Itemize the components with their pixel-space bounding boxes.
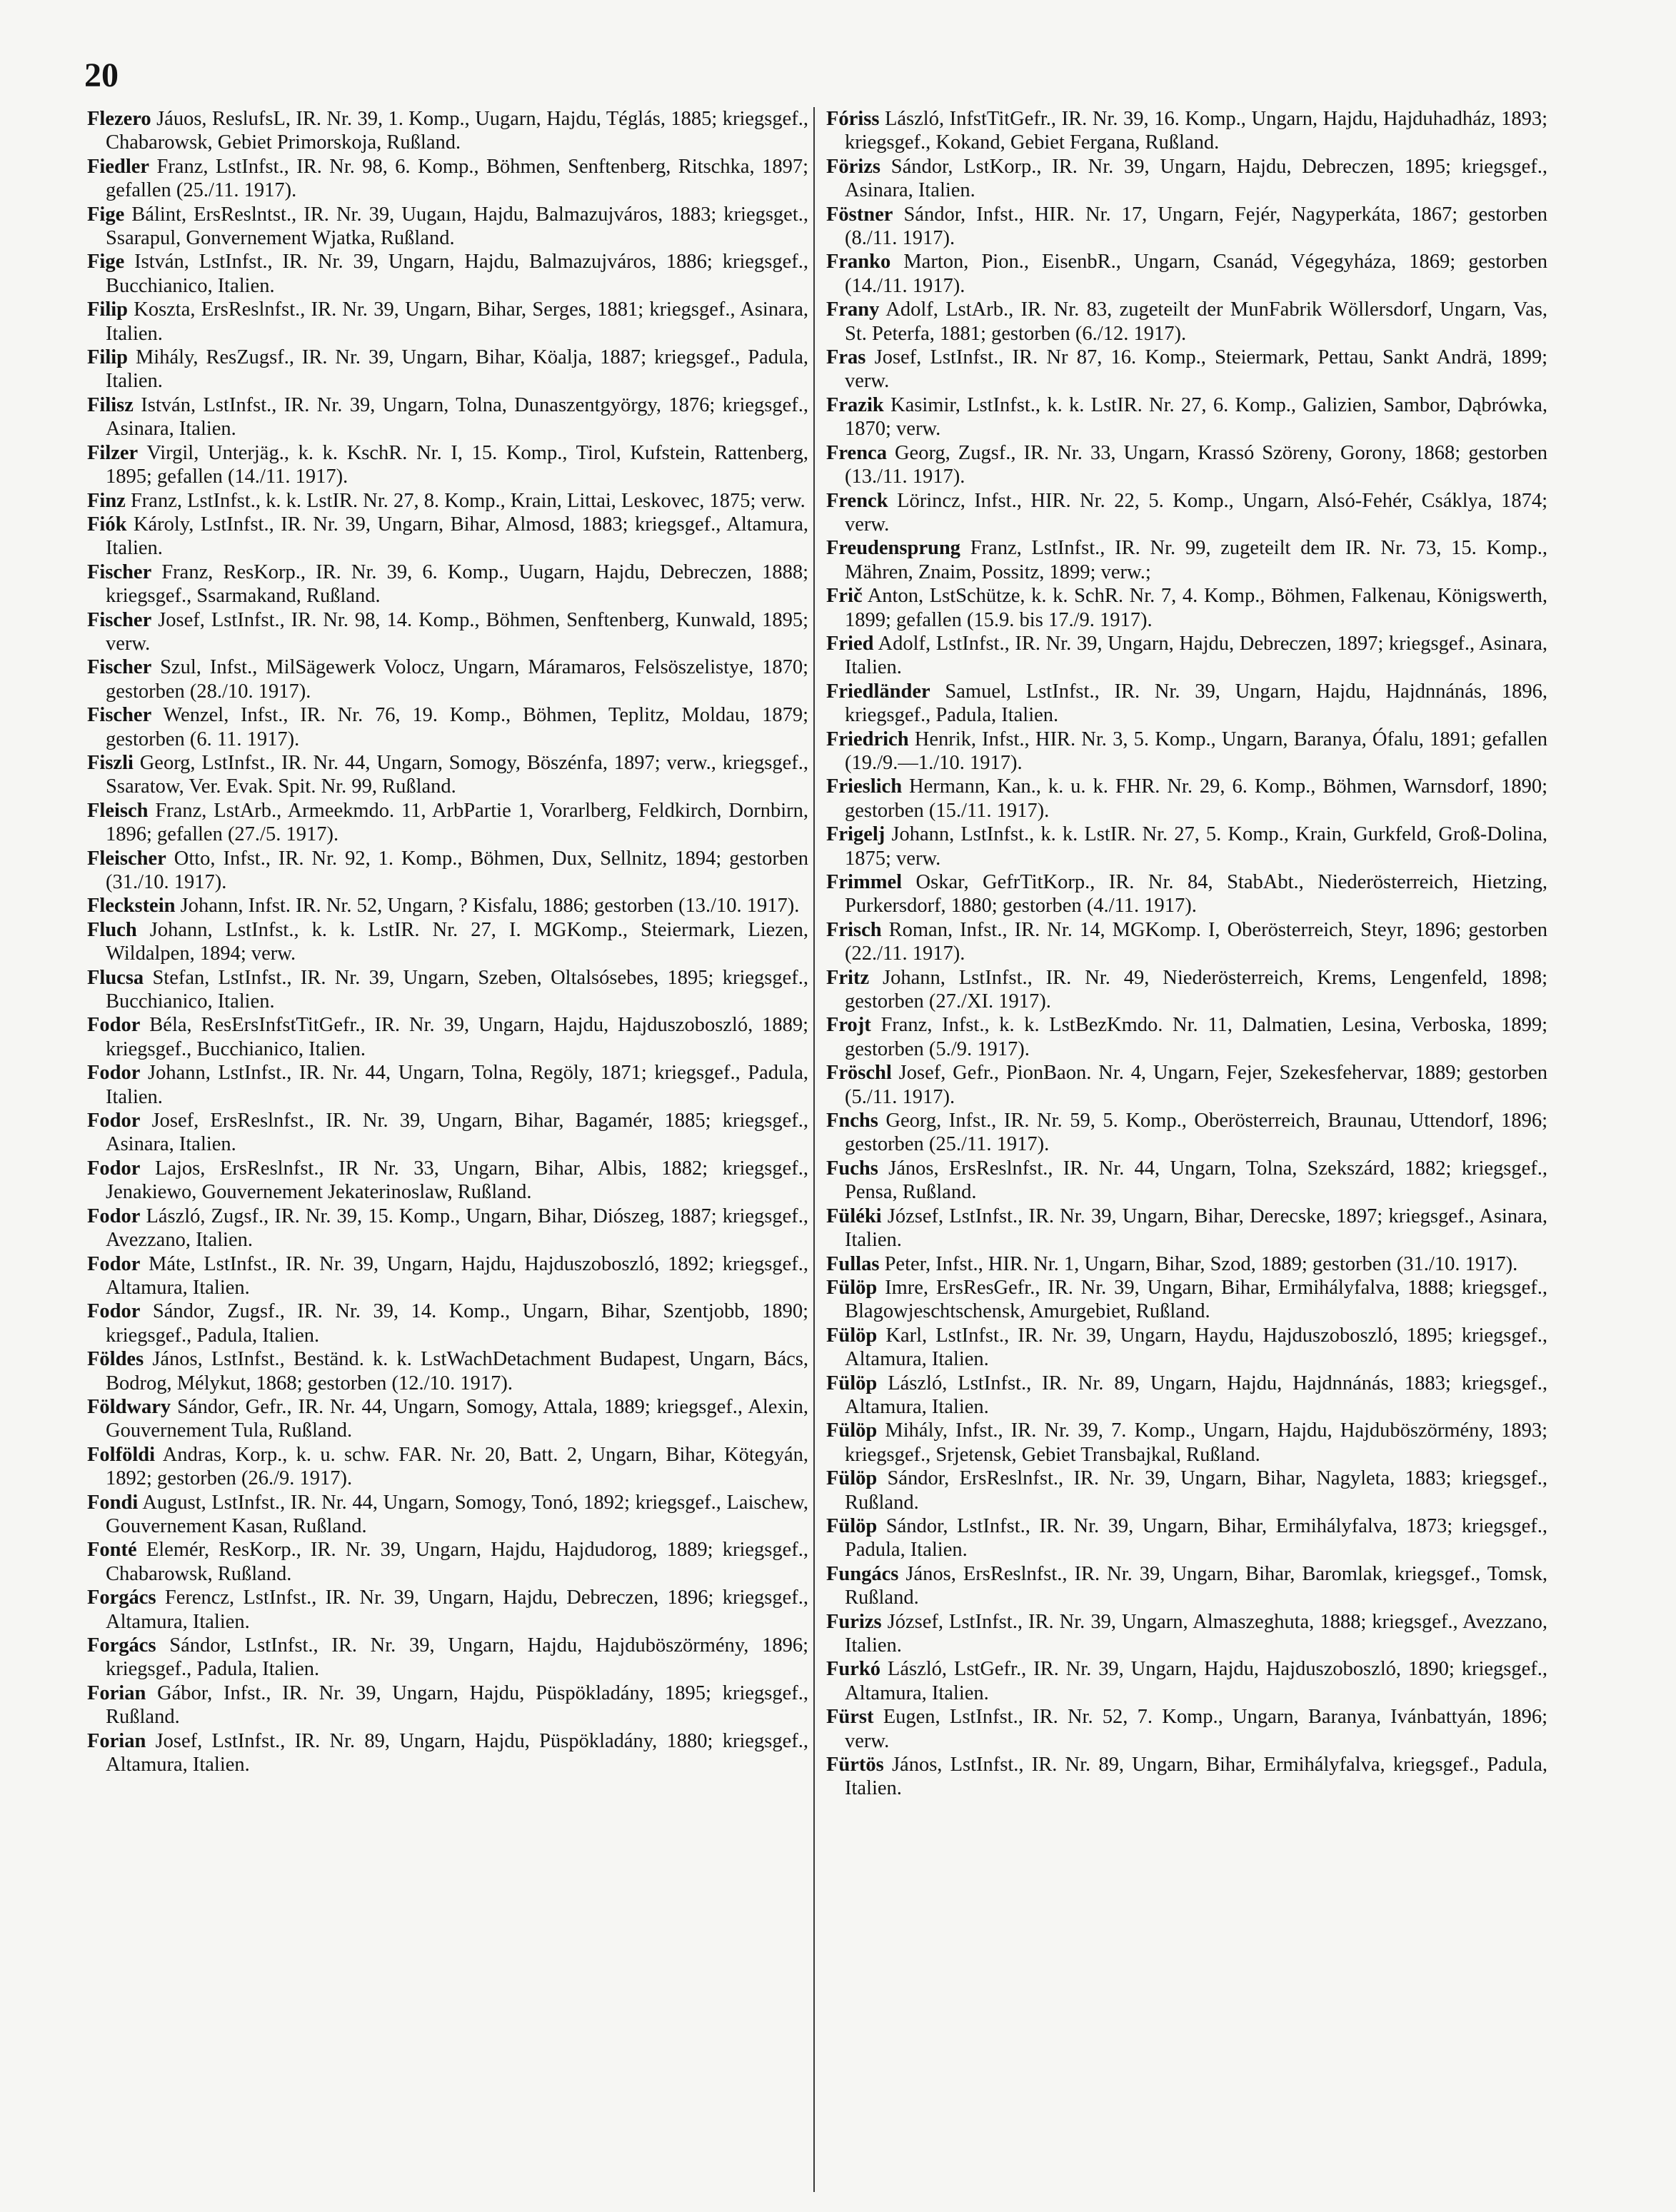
entry-details: Stefan, LstInfst., IR. Nr. 39, Ungarn, Szeben, Oltalsósebes, 1895; kriegsgef., Bucchianico, Italien. (106, 966, 809, 1013)
entry-surname: Förizs (826, 155, 880, 178)
entry-details: Gábor, Infst., IR. Nr. 39, Ungarn, Hajdu, Püspökladány, 1895; kriegsgef., Rußland. (106, 1681, 808, 1729)
register-entry (87, 751, 808, 799)
entry-surname: Filzer (87, 441, 139, 464)
register-entry (87, 1538, 808, 1586)
register-entry (87, 1634, 808, 1681)
entry-surname: Fóriss (826, 108, 880, 130)
register-entry (826, 728, 1547, 775)
entry-surname: Fürst (826, 1706, 874, 1729)
register-entry (826, 1157, 1547, 1205)
entry-surname: Frenck (826, 489, 888, 512)
register-entry (826, 1753, 1547, 1801)
entry-details: Bálint, ErsReslntst., IR. Nr. 39, Uugaın, Hajdu, Balmazujváros, 1883; kriegsget., Ssarapul, Gonvernement Wjatka, Rußland. (106, 203, 809, 250)
entry-details: Franz, LstInfst., IR. Nr. 98, 6. Komp., Böhmen, Senftenberg, Ritschka, 1897; gefallen (25./11. 1917). (106, 155, 809, 202)
register-entry (87, 1586, 808, 1634)
register-entry (826, 680, 1547, 728)
entry-surname: Filip (87, 346, 129, 369)
register-entry (87, 560, 808, 608)
entry-details: Anton, LstSchütze, k. k. SchR. Nr. 7, 4. Komp., Böhmen, Falkenau, Königswerth, 1899; gefallen (15.9. bis 17./9. 1917). (845, 585, 1548, 631)
register-entry (826, 1657, 1547, 1705)
entry-surname: Fodor (87, 1062, 141, 1085)
entry-surname: Földwary (87, 1395, 171, 1418)
register-entry (87, 203, 808, 251)
entry-surname: Földes (87, 1348, 144, 1371)
register-entry (87, 847, 808, 895)
entry-details: László, LstInfst., IR. Nr. 89, Ungarn, Hajdu, Hajdnnánás, 1883; kriegsgef., Altamura, Italien. (845, 1372, 1548, 1418)
entry-surname: Fodor (87, 1157, 141, 1180)
register-entry (87, 489, 808, 513)
entry-surname: Furizs (826, 1610, 882, 1633)
register-entry (826, 441, 1547, 489)
entry-details: Josef, LstInfst., IR. Nr 87, 16. Komp., Steiermark, Pettau, Sankt Andrä, 1899; verw. (845, 346, 1548, 393)
register-entry (87, 918, 808, 966)
entry-surname: Fischer (87, 704, 152, 727)
entry-details: József, LstInfst., IR. Nr. 39, Ungarn, Almaszeghuta, 1888; kriegsgef., Avezzano, Italien. (845, 1610, 1548, 1657)
register-entry (87, 1681, 808, 1729)
register-entry (87, 1299, 808, 1347)
register-entry (87, 1491, 808, 1539)
entry-details: Andras, Korp., k. u. schw. FAR. Nr. 20, Batt. 2, Ungarn, Bihar, Kötegyán, 1892; gestorben (26./9. 1917). (106, 1443, 808, 1490)
entry-surname: Frisch (826, 918, 882, 941)
entry-details: August, LstInfst., IR. Nr. 44, Ungarn, Somogy, Tonó, 1892; kriegsgef., Laischew, Gouvernement Kasan, Rußland. (106, 1491, 808, 1537)
register-entry (826, 823, 1547, 870)
register-entry (826, 1276, 1547, 1324)
entry-details: József, LstInfst., IR. Nr. 39, Ungarn, Bihar, Derecske, 1897; kriegsgef., Asinara, Italien. (845, 1205, 1548, 1252)
entry-surname: Franko (826, 251, 891, 273)
entry-surname: Fige (87, 251, 125, 273)
entry-details: Koszta, ErsReslnfst., IR. Nr. 39, Ungarn, Bihar, Serges, 1881; kriegsgef., Asinara, Italien. (106, 298, 809, 345)
register-entry (826, 1562, 1547, 1610)
left-column (87, 107, 808, 1776)
entry-details: János, ErsReslnfst., IR. Nr. 44, Ungarn, Tolna, Szekszárd, 1882; kriegsgef., Pensa, Rußland. (845, 1157, 1547, 1204)
entry-surname: Flucsa (87, 966, 144, 989)
entry-surname: Fodor (87, 1014, 141, 1037)
entry-details: Franz, Infst., k. k. LstBezKmdo. Nr. 11, Dalmatien, Lesina, Verboska, 1899; gestorben (5./9. 1917). (845, 1014, 1547, 1060)
register-entry (826, 870, 1547, 918)
register-entry (826, 1419, 1547, 1467)
register-entry (826, 632, 1547, 680)
entry-details: János, LstInfst., IR. Nr. 89, Ungarn, Bihar, Ermihályfalva, kriegsgef., Padula, Italien. (845, 1754, 1547, 1800)
entry-details: Eugen, LstInfst., IR. Nr. 52, 7. Komp., Ungarn, Baranya, Ivánbattyán, 1896; verw. (845, 1706, 1547, 1752)
entry-surname: Fröschl (826, 1062, 892, 1085)
entry-surname: Frieslich (826, 775, 903, 798)
entry-surname: Furkó (826, 1658, 881, 1681)
entry-surname: Fnchs (826, 1110, 878, 1132)
entry-details: László, InfstTitGefr., IR. Nr. 39, 16. Komp., Ungarn, Hajdu, Hajduhadház, 1893; kriegsgef., Kokand, Gebiet Fergana, Rußland. (845, 108, 1547, 154)
entry-details: Josef, ErsReslnfst., IR. Nr. 39, Ungarn, Bihar, Bagamér, 1885; kriegsgef., Asinara, Italien. (106, 1110, 808, 1156)
register-entry (87, 513, 808, 560)
entry-details: Karl, LstInfst., IR. Nr. 39, Ungarn, Haydu, Hajduszoboszló, 1895; kriegsgef., Altamura, Italien. (845, 1324, 1547, 1371)
entry-surname: Fodor (87, 1252, 141, 1275)
entry-surname: Fischer (87, 560, 152, 583)
entry-surname: Fiedler (87, 155, 150, 178)
entry-details: Virgil, Unterjäg., k. k. KschR. Nr. I, 15. Komp., Tirol, Kufstein, Rattenberg, 1895; gefallen (14./11. 1917). (106, 441, 808, 488)
entry-surname: Fülöp (826, 1276, 878, 1299)
entry-details: István, LstInfst., IR. Nr. 39, Ungarn, Tolna, Dunaszentgyörgy, 1876; kriegsgef., Asinara, Italien. (106, 393, 808, 441)
entry-details: Kasimir, LstInfst., k. k. LstIR. Nr. 27, 6. Komp., Galizien, Sambor, Dąbrówka, 1870; verw. (845, 393, 1548, 441)
entry-surname: Fullas (826, 1252, 880, 1275)
entry-details: István, LstInfst., IR. Nr. 39, Ungarn, Hajdu, Balmazujváros, 1886; kriegsgef., Bucchianico, Italien. (106, 251, 808, 297)
register-entry (826, 1372, 1547, 1419)
entry-details: Peter, Infst., HIR. Nr. 1, Ungarn, Bihar, Szod, 1889; gestorben (31./10. 1917). (884, 1252, 1518, 1275)
register-entry (87, 393, 808, 441)
entry-details: Mihály, ResZugsf., IR. Nr. 39, Ungarn, Bihar, Köalja, 1887; kriegsgef., Padula, Italien. (106, 346, 808, 393)
entry-details: Johann, Infst. IR. Nr. 52, Ungarn, ? Kisfalu, 1886; gestorben (13./10. 1917). (180, 895, 800, 918)
column-divider (813, 107, 815, 2192)
entry-details: Sándor, LstInfst., IR. Nr. 39, Ungarn, Bihar, Ermihályfalva, 1873; kriegsgef., Padula, Italien. (845, 1514, 1547, 1562)
register-entry (87, 1252, 808, 1300)
entry-details: Franz, LstInfst., IR. Nr. 99, zugeteilt dem IR. Nr. 73, 15. Komp., Mähren, Znaim, Possitz, 1899; verw.; (845, 537, 1547, 583)
entry-details: Sándor, LstInfst., IR. Nr. 39, Ungarn, Hajdu, Hajduböszörmény, 1896; kriegsgef., Padula, Italien. (106, 1634, 808, 1681)
entry-surname: Fungács (826, 1562, 899, 1585)
entry-surname: Fodor (87, 1300, 141, 1323)
entry-details: Franz, LstInfst., k. k. LstIR. Nr. 27, 8. Komp., Krain, Littai, Leskovec, 1875; verw. (130, 489, 806, 512)
entry-surname: Frenca (826, 441, 887, 464)
entry-surname: Fodor (87, 1110, 141, 1132)
register-entry (87, 1157, 808, 1205)
entry-details: Sándor, LstKorp., IR. Nr. 39, Ungarn, Hajdu, Debreczen, 1895; kriegsgef., Asinara, Italien. (845, 155, 1547, 202)
register-entry (826, 393, 1547, 441)
entry-details: Georg, LstInfst., IR. Nr. 44, Ungarn, Somogy, Böszénfa, 1897; verw., kriegsgef., Ssaratow, Ver. Evak. Spit. Nr. 99, Rußland. (106, 751, 808, 798)
entry-details: Johann, LstInfst., k. k. LstIR. Nr. 27, 5. Komp., Krain, Gurkfeld, Groß-Dolina, 1875; verw. (845, 823, 1547, 870)
register-entry (87, 441, 808, 489)
entry-surname: Fiók (87, 513, 127, 536)
entry-details: Otto, Infst., IR. Nr. 92, 1. Komp., Böhmen, Dux, Sellnitz, 1894; gestorben (31./10. 1917). (106, 847, 809, 893)
register-entry (826, 1205, 1547, 1252)
entry-details: Lajos, ErsReslnfst., IR Nr. 33, Ungarn, Bihar, Albis, 1882; kriegsgef., Jenakiewo, Gouvernement Jekaterinoslaw, Rußland. (106, 1157, 808, 1204)
entry-surname: Frič (826, 585, 863, 608)
entry-surname: Fülöp (826, 1324, 878, 1347)
register-entry (826, 489, 1547, 537)
entry-surname: Flezero (87, 108, 151, 130)
entry-surname: Fleckstein (87, 895, 176, 918)
entry-surname: Föstner (826, 203, 893, 226)
entry-details: Imre, ErsResGefr., IR. Nr. 39, Ungarn, Bihar, Ermihályfalva, 1888; kriegsgef., Blagowjeschtschensk, Amurgebiet, Rußland. (845, 1276, 1547, 1323)
entry-surname: Fiszli (87, 751, 134, 774)
entry-surname: Füléki (826, 1205, 882, 1227)
entry-surname: Fodor (87, 1205, 141, 1227)
register-entry (826, 536, 1547, 584)
entry-details: Hermann, Kan., k. u. k. FHR. Nr. 29, 6. Komp., Böhmen, Warnsdorf, 1890; gestorben (15./11. 1917). (845, 775, 1548, 822)
entry-details: Sándor, ErsReslnfst., IR. Nr. 39, Ungarn, Bihar, Nagyleta, 1883; kriegsgef., Rußland. (845, 1467, 1548, 1514)
register-entry (87, 608, 808, 656)
register-entry (87, 1013, 808, 1061)
entry-surname: Fondi (87, 1491, 139, 1514)
entry-details: Henrik, Infst., HIR. Nr. 3, 5. Komp., Ungarn, Baranya, Ófalu, 1891; gefallen (19./9.—1./10. 1917). (845, 728, 1548, 774)
entry-details: Elemér, ResKorp., IR. Nr. 39, Ungarn, Hajdu, Hajdudorog, 1889; kriegsgef., Chabarowsk, Rußland. (106, 1539, 809, 1585)
entry-details: Jáuos, ReslufsL, IR. Nr. 39, 1. Komp., Uugarn, Hajdu, Téglás, 1885; kriegsgef., Chabarowsk, Gebiet Primorskoja, Rußland. (106, 108, 809, 154)
entry-surname: Fras (826, 346, 866, 369)
register-entry (87, 346, 808, 393)
entry-details: Károly, LstInfst., IR. Nr. 39, Ungarn, Bihar, Almosd, 1883; kriegsgef., Altamura, Italien. (106, 513, 809, 560)
register-entry (87, 107, 808, 155)
register-entry (826, 346, 1547, 393)
register-entry (826, 918, 1547, 966)
entry-details: Marton, Pion., EisenbR., Ungarn, Csanád, Végegyháza, 1869; gestorben (14./11. 1917). (845, 251, 1547, 297)
register-entry (826, 250, 1547, 298)
entry-surname: Frimmel (826, 871, 903, 893)
entry-surname: Fritz (826, 966, 870, 989)
entry-surname: Fuchs (826, 1157, 878, 1180)
entry-details: Franz, LstArb., Armeekmdo. 11, ArbPartie 1, Vorarlberg, Feldkirch, Dornbirn, 1896; gefallen (27./5. 1917). (106, 799, 809, 846)
entry-details: Sándor, Zugsf., IR. Nr. 39, 14. Komp., Ungarn, Bihar, Szentjobb, 1890; kriegsgef., Padula, Italien. (106, 1300, 809, 1347)
register-entry (826, 298, 1547, 346)
entry-details: Roman, Infst., IR. Nr. 14, MGKomp. I, Oberösterreich, Steyr, 1896; gestorben (22./11. 1917). (845, 918, 1548, 965)
entry-details: Adolf, LstArb., IR. Nr. 83, zugeteilt der MunFabrik Wöllersdorf, Ungarn, Vas, St. Peterfa, 1881; gestorben (6./12. 1917). (845, 298, 1547, 345)
register-entry (87, 1061, 808, 1109)
entry-surname: Frojt (826, 1014, 871, 1037)
entry-surname: Fischer (87, 656, 152, 679)
register-entry (826, 155, 1547, 203)
entry-surname: Friedländer (826, 680, 930, 703)
register-entry (87, 894, 808, 918)
entry-surname: Forgács (87, 1634, 156, 1657)
register-entry (87, 799, 808, 847)
entry-surname: Forgács (87, 1587, 156, 1609)
register-entry (87, 1443, 808, 1491)
entry-details: Béla, ResErsInfstTitGefr., IR. Nr. 39, Ungarn, Hajdu, Hajduszoboszló, 1889; kriegsgef., Bucchianico, Italien. (106, 1014, 809, 1060)
entry-surname: Frigelj (826, 823, 885, 846)
page-number: 20 (84, 56, 119, 94)
register-entry (826, 1514, 1547, 1562)
entry-details: Johann, LstInfst., k. k. LstIR. Nr. 27, I. MGKomp., Steiermark, Liezen, Wildalpen, 1894; verw. (106, 918, 809, 965)
register-entry (826, 1324, 1547, 1372)
entry-details: Georg, Zugsf., IR. Nr. 33, Ungarn, Krassó Szöreny, Gorony, 1868; gestorben (13./11. 1917). (845, 441, 1547, 488)
register-entry (87, 1205, 808, 1252)
entry-details: László, Zugsf., IR. Nr. 39, 15. Komp., Ungarn, Bihar, Diószeg, 1887; kriegsgef., Avezzano, Italien. (106, 1205, 808, 1252)
entry-surname: Fischer (87, 608, 152, 631)
entry-surname: Folföldi (87, 1443, 156, 1466)
entry-details: Johann, LstInfst., IR. Nr. 49, Niederösterreich, Krems, Lengenfeld, 1898; gestorben (27./XI. 1917). (845, 966, 1547, 1013)
entry-details: Josef, LstInfst., IR. Nr. 98, 14. Komp., Böhmen, Senftenberg, Kunwald, 1895; verw. (106, 608, 808, 655)
entry-details: Sándor, Infst., HIR. Nr. 17, Ungarn, Fejér, Nagyperkáta, 1867; gestorben (8./11. 1917). (845, 203, 1548, 250)
entry-surname: Fige (87, 203, 125, 226)
entry-details: Lörincz, Infst., HIR. Nr. 22, 5. Komp., Ungarn, Alsó-Fehér, Csáklya, 1874; verw. (845, 489, 1547, 536)
register-entry (826, 203, 1547, 251)
entry-surname: Fried (826, 632, 874, 655)
entry-details: Josef, Gefr., PionBaon. Nr. 4, Ungarn, Fejer, Szekesfehervar, 1889; gestorben (5./11. 1917). (845, 1062, 1547, 1108)
register-entry (826, 107, 1547, 155)
entry-surname: Forian (87, 1681, 146, 1704)
entry-surname: Fürtös (826, 1754, 884, 1776)
register-entry (826, 1610, 1547, 1658)
register-entry (87, 1395, 808, 1443)
register-entry (87, 250, 808, 298)
register-entry (87, 155, 808, 203)
register-entry (87, 1109, 808, 1157)
entry-surname: Frany (826, 298, 880, 321)
entry-surname: Friedrich (826, 728, 909, 750)
entry-details: Samuel, LstInfst., IR. Nr. 39, Ungarn, Hajdu, Hajdnnánás, 1896, kriegsgef., Padula, Italien. (845, 680, 1548, 727)
entry-details: Mihály, Infst., IR. Nr. 39, 7. Komp., Ungarn, Hajdu, Hajduböszörmény, 1893; kriegsgef., Srjetensk, Gebiet Transbajkal, Rußland. (845, 1419, 1547, 1466)
entry-details: János, LstInfst., Beständ. k. k. LstWachDetachment Budapest, Ungarn, Bács, Bodrog, Mélykut, 1868; gestorben (12./10. 1917). (106, 1348, 808, 1394)
entry-details: László, LstGefr., IR. Nr. 39, Ungarn, Hajdu, Hajduszoboszló, 1890; kriegsgef., Altamura, Italien. (845, 1658, 1548, 1704)
right-column (826, 107, 1547, 1801)
register-entry (826, 1013, 1547, 1061)
entry-details: Máte, LstInfst., IR. Nr. 39, Ungarn, Hajdu, Hajduszoboszló, 1892; kriegsgef., Altamura, Italien. (106, 1252, 808, 1299)
entry-surname: Fülöp (826, 1419, 878, 1442)
entry-surname: Fleisch (87, 799, 149, 822)
entry-surname: Fülöp (826, 1514, 878, 1537)
entry-details: Ferencz, LstInfst., IR. Nr. 39, Ungarn, Hajdu, Debreczen, 1896; kriegsgef., Altamura, Italien. (106, 1587, 808, 1633)
entry-surname: Fülöp (826, 1467, 878, 1490)
register-entry (826, 1061, 1547, 1109)
entry-surname: Freudensprung (826, 537, 960, 560)
entry-surname: Forian (87, 1729, 146, 1752)
register-entry (87, 966, 808, 1014)
entry-surname: Filisz (87, 393, 134, 416)
register-entry (87, 703, 808, 751)
entry-surname: Fonté (87, 1539, 137, 1562)
register-entry (826, 1109, 1547, 1157)
register-entry (87, 1729, 808, 1777)
entry-details: Wenzel, Infst., IR. Nr. 76, 19. Komp., Böhmen, Teplitz, Moldau, 1879; gestorben (6. 11. 1917). (106, 704, 808, 750)
register-entry (87, 298, 808, 346)
entry-details: János, ErsReslnfst., IR. Nr. 39, Ungarn, Bihar, Baromlak, kriegsgef., Tomsk, Rußland. (845, 1562, 1547, 1609)
register-entry (87, 1347, 808, 1395)
register-entry (826, 1467, 1547, 1514)
entry-details: Adolf, LstInfst., IR. Nr. 39, Ungarn, Hajdu, Debreczen, 1897; kriegsgef., Asinara, Italien. (845, 632, 1547, 679)
entry-surname: Fleischer (87, 847, 166, 870)
register-entry (826, 1252, 1547, 1276)
register-entry (826, 966, 1547, 1014)
entry-details: Sándor, Gefr., IR. Nr. 44, Ungarn, Somogy, Attala, 1889; kriegsgef., Alexin, Gouvernement Tula, Rußland. (106, 1395, 808, 1442)
entry-surname: Fülöp (826, 1372, 878, 1394)
entry-details: Johann, LstInfst., IR. Nr. 44, Ungarn, Tolna, Regöly, 1871; kriegsgef., Padula, Italien. (106, 1062, 809, 1108)
register-entry (826, 584, 1547, 632)
register-entry (826, 1705, 1547, 1753)
entry-surname: Frazik (826, 393, 884, 416)
entry-surname: Filip (87, 298, 129, 321)
entry-details: Georg, Infst., IR. Nr. 59, 5. Komp., Oberösterreich, Braunau, Uttendorf, 1896; gestorben (25./11. 1917). (845, 1110, 1548, 1156)
entry-details: Josef, LstInfst., IR. Nr. 89, Ungarn, Hajdu, Püspökladány, 1880; kriegsgef., Altamura, Italien. (106, 1729, 809, 1776)
entry-details: Franz, ResKorp., IR. Nr. 39, 6. Komp., Uugarn, Hajdu, Debreczen, 1888; kriegsgef., Ssarmakand, Rußland. (106, 560, 808, 608)
register-entry (87, 655, 808, 703)
entry-details: Szul, Infst., MilSägewerk Volocz, Ungarn, Máramaros, Felsöszelistye, 1870; gestorben (28./10. 1917). (106, 656, 809, 703)
entry-surname: Finz (87, 489, 126, 512)
register-entry (826, 775, 1547, 823)
entry-surname: Fluch (87, 918, 137, 941)
entry-details: Oskar, GefrTitKorp., IR. Nr. 84, StabAbt., Niederösterreich, Hietzing, Purkersdorf, 1880; gestorben (4./11. 1917). (845, 871, 1548, 918)
